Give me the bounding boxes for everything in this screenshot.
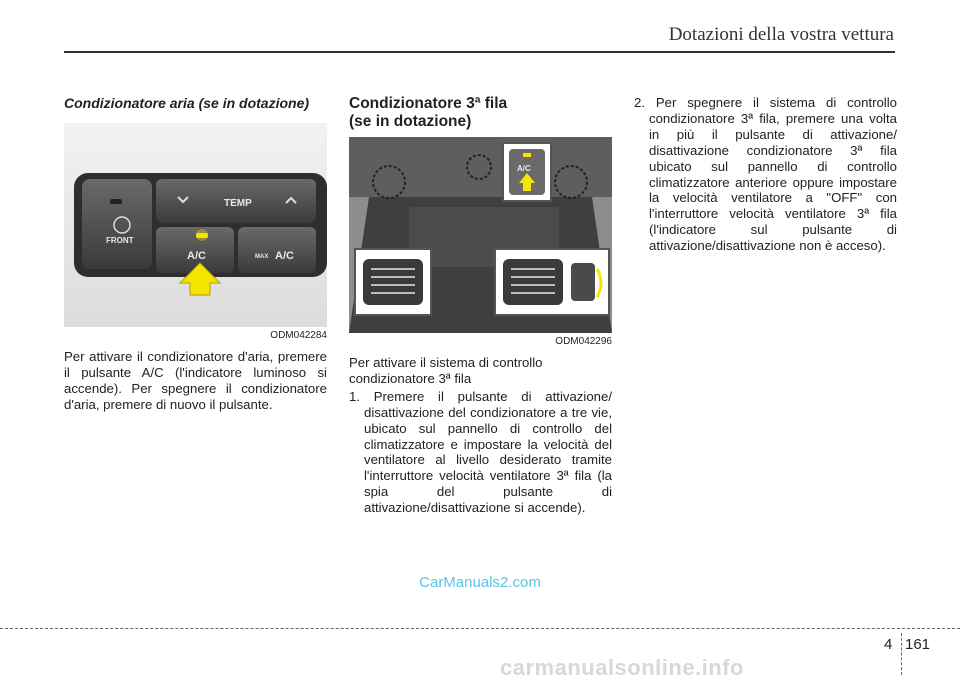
column-1 bbox=[64, 95, 327, 413]
intro-paragraph: Per attivare il sistema di controllo condizionatore 3ª fila bbox=[349, 355, 543, 386]
third-row-ac-label: A/C bbox=[517, 164, 531, 173]
ac-button-label: A/C bbox=[187, 250, 206, 262]
step-2: 2. Per spegnere il sistema di controllo condizionatore 3ª fila, premere una volta in più il pulsante di attivazione/ disattivazione condizionatore 3ª fila ubicato sul pannello di controllo climatizzatore anteriore oppure impostare la velocità ventilatore a "OFF" con l'interruttore velocità ventilatore 3ª fila (l'indicatore sul pulsante di attivazione/disattivazione non è acceso). bbox=[634, 95, 897, 254]
column-3 bbox=[634, 95, 897, 254]
ac-panel-illustration bbox=[64, 123, 327, 327]
max-label: MAX bbox=[255, 254, 269, 260]
ac-panel-figure bbox=[64, 123, 327, 327]
footer-divider bbox=[901, 633, 902, 675]
ac-paragraph: Per attivare il condizionatore d'aria, premere il pulsante A/C (l'indicatore luminoso si accende). Per spegnere il condizionatore d'aria, premere di nuovo il pulsante. bbox=[64, 349, 327, 412]
chapter-number: 4 bbox=[884, 636, 893, 653]
column-2 bbox=[349, 95, 612, 516]
max-ac-label: A/C bbox=[275, 250, 294, 262]
front-label: FRONT bbox=[106, 236, 134, 245]
temp-label: TEMP bbox=[224, 198, 252, 209]
section-heading-third-row bbox=[349, 95, 612, 131]
step-1: 1. Premere il pulsante di attivazione/ disattivazione del condizionatore a tre vie, ubicato sul pannello di controllo del climatizzatore e impostare la velocità del ventilatore al livello desiderato tramite l'interruttore velocità ventilatore 3ª fila (la spia del pulsante di attivazione/disattivazione si accende). bbox=[349, 388, 612, 516]
site-watermark: CarManuals2.com bbox=[419, 574, 541, 591]
figure-caption: ODM042296 bbox=[555, 336, 612, 347]
third-row-figure bbox=[349, 137, 612, 333]
footer-rule bbox=[0, 628, 960, 629]
header-rule bbox=[64, 51, 895, 53]
heading-line-1: Condizionatore 3ª fila bbox=[349, 95, 508, 112]
footer-watermark: carmanualsonline.info bbox=[500, 655, 744, 680]
page-number: 161 bbox=[905, 636, 931, 653]
figure-caption: ODM042284 bbox=[270, 330, 327, 341]
running-header: Dotazioni della vostra vettura bbox=[668, 24, 894, 45]
heading-line-2: (se in dotazione) bbox=[349, 113, 472, 130]
cargo-area-illustration bbox=[349, 137, 612, 333]
section-heading-ac: Condizionatore aria (se in dotazione) bbox=[64, 95, 310, 111]
